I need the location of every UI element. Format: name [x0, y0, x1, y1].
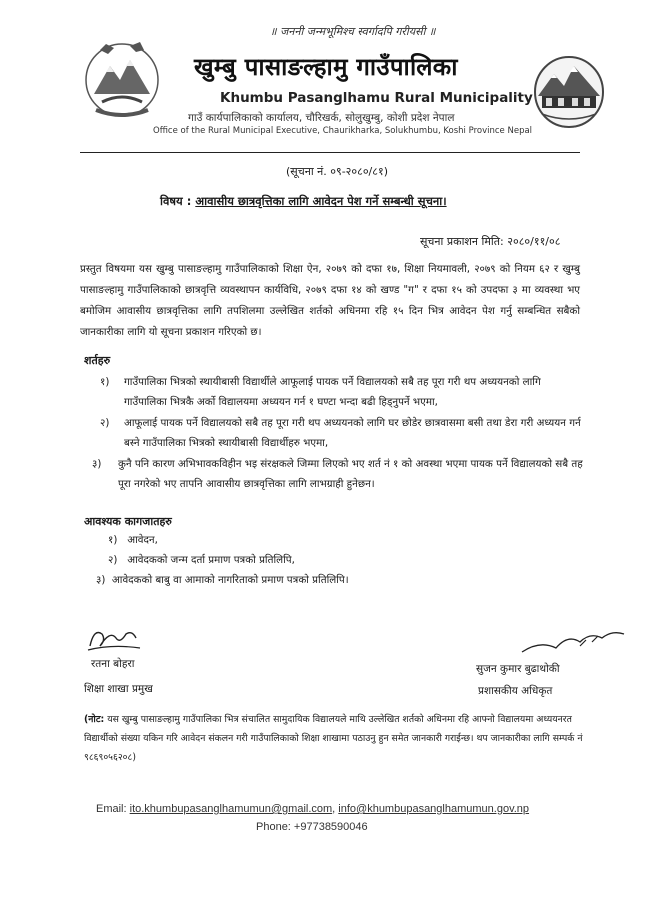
email-link-info[interactable]: info@khumbupasanglhamumun.gov.np — [338, 803, 530, 815]
note-body: यस खुम्बु पासाङल्हामु गाउँपालिका भित्र संचालित सामुदायिक विद्यालयले माथि उल्लेखित शर्तको अधिनमा रहि आफ्नो विद्यालयमा अध्ययनरत विद्यार्थीको संख्या यकिन गरि आवेदन संकलन गरी गाउँपालिकाको शिक्षा शाखामा पठाउनु हुन समेत जानकारी गराईन्छ। थप जानकारीका लागि सम्पर्क नं ९८६९०५६२०८) — [84, 714, 583, 763]
condition-number: २) — [100, 417, 110, 429]
notice-subject — [160, 194, 447, 209]
document-item — [108, 533, 158, 547]
email-link-ito[interactable]: ito.khumbupasanglhamumun@gmail.com — [129, 803, 333, 815]
municipality-title-nepali: खुम्बु पासाङल्हामु गाउँपालिका — [194, 53, 458, 81]
note-text — [84, 710, 588, 767]
condition-item — [92, 454, 584, 494]
document-text: आवेदकको जन्म दर्ता प्रमाण पत्रको प्रतिलिपि, — [127, 554, 295, 566]
header-divider — [80, 152, 580, 153]
notice-paragraph: प्रस्तुत विषयमा यस खुम्बु पासाङल्हामु गाउँपालिकाको शिक्षा ऐन, २०७९ को दफा १७, शिक्षा नियमावली, २०७९ को नियम ६२ र खुम्बु पासाङल्हामु गाउँपालिकाको छात्रवृत्ति व्यवस्थापन कार्यविधि, २०७९ दफा १४ को खण्ड "ग" र दफा १५ को उपदफा ३ मा व्यवस्था भए बमोजिम आवासीय छात्रवृत्तिका लागि तपशिलमा उल्लेखित शर्तको अधिनमा रहि १५ दिन भित्र आवेदन पेश गर्नु सम्बन्धित सबैको जानकारीका लागि यो सूचना प्रकाशन गरिएको छ। — [80, 263, 580, 338]
conditions-heading: शर्तहरु — [84, 354, 111, 367]
notice-number: (सूचना नं. ०९-२०८०/८१) — [286, 165, 388, 178]
office-address-nepali: गाउँ कार्यपालिकाको कार्यालय, चौरिखर्क, सोलुखुम्बु, कोशी प्रदेश नेपाल — [188, 112, 455, 124]
document-text: आवेदकको बाबु वा आमाको नागरिताको प्रमाण पत्रको प्रतिलिपि। — [111, 574, 349, 586]
condition-item — [100, 413, 584, 453]
condition-text: आफूलाई पायक पर्ने विद्यालयको सबै तह पूरा गरी थप अध्ययनको लागि घर छोडेर छात्रवासमा बसी तथा डेरा गरी अध्ययन गर्न बस्ने गाउँपालिका भित्रको स्थायीबासी विद्यार्थीहरु भएमा, — [124, 417, 581, 449]
document-number: २) — [108, 554, 118, 566]
document-number: १) — [108, 534, 118, 546]
municipality-logo — [532, 54, 606, 130]
document-item — [108, 553, 295, 567]
document-text: आवेदन, — [127, 534, 158, 546]
document-number: ३) — [96, 574, 106, 586]
right-signatory-role: प्रशासकीय अधिकृत — [478, 685, 553, 697]
condition-number: १) — [100, 376, 110, 388]
left-signatory-name: रतना बोहरा — [91, 658, 135, 670]
subject-text: आवासीय छात्रवृत्तिका लागि आवेदन पेश गर्ने सम्बन्धी सूचना। — [195, 194, 447, 208]
condition-number: ३) — [92, 458, 102, 470]
right-signature — [520, 626, 630, 656]
subject-label: विषय : — [160, 194, 192, 208]
footer-phone: Phone: +97738590046 — [256, 821, 368, 833]
publish-date: सूचना प्रकाशन मिति: २०८०/११/०८ — [420, 235, 561, 248]
motto-text: ॥ जननी जन्मभूमिश्च स्वर्गादपि गरीयसी ॥ — [270, 25, 436, 38]
nepal-emblem-logo — [80, 36, 164, 120]
left-signatory-role: शिक्षा शाखा प्रमुख — [84, 683, 153, 695]
condition-text: गाउँपालिका भित्रको स्थायीबासी विद्यार्थीले आफूलाई पायक पर्ने विद्यालयको सबै तह पूरा गरी थप अध्ययनको लागि गाउँपालिका भित्रकै अर्को विद्यालयमा अध्ययन गर्न १ घण्टा भन्दा बढी हिड्नुपर्ने भएमा, — [124, 376, 541, 408]
email-label: Email: — [96, 803, 127, 815]
note-label: (नोट: — [84, 714, 105, 725]
condition-item — [100, 372, 584, 412]
email-separator: , — [332, 803, 336, 815]
condition-text: कुनै पनि कारण अभिभावकविहीन भइ संरक्षकले जिम्मा लिएको भए शर्त नं १ को अवस्था भएमा पायक पर्ने विद्यालयको सबै तह पूरा नगरेको भए तापनि आवासीय छात्रवृत्तिका लागि लाभग्राही हुनेछन। — [118, 458, 583, 490]
right-signatory-name: सुजन कुमार बुढाथोकी — [476, 663, 560, 675]
document-item — [96, 573, 349, 587]
documents-heading: आवश्यक कागजातहरु — [84, 515, 172, 528]
office-address-english: Office of the Rural Municipal Executive, Chaurikharka, Solukhumbu, Koshi Province Nepal — [153, 126, 533, 136]
footer-email — [96, 803, 529, 815]
municipality-title-english: Khumbu Pasanglhamu Rural Municipality — [220, 90, 533, 106]
left-signature — [84, 622, 144, 656]
